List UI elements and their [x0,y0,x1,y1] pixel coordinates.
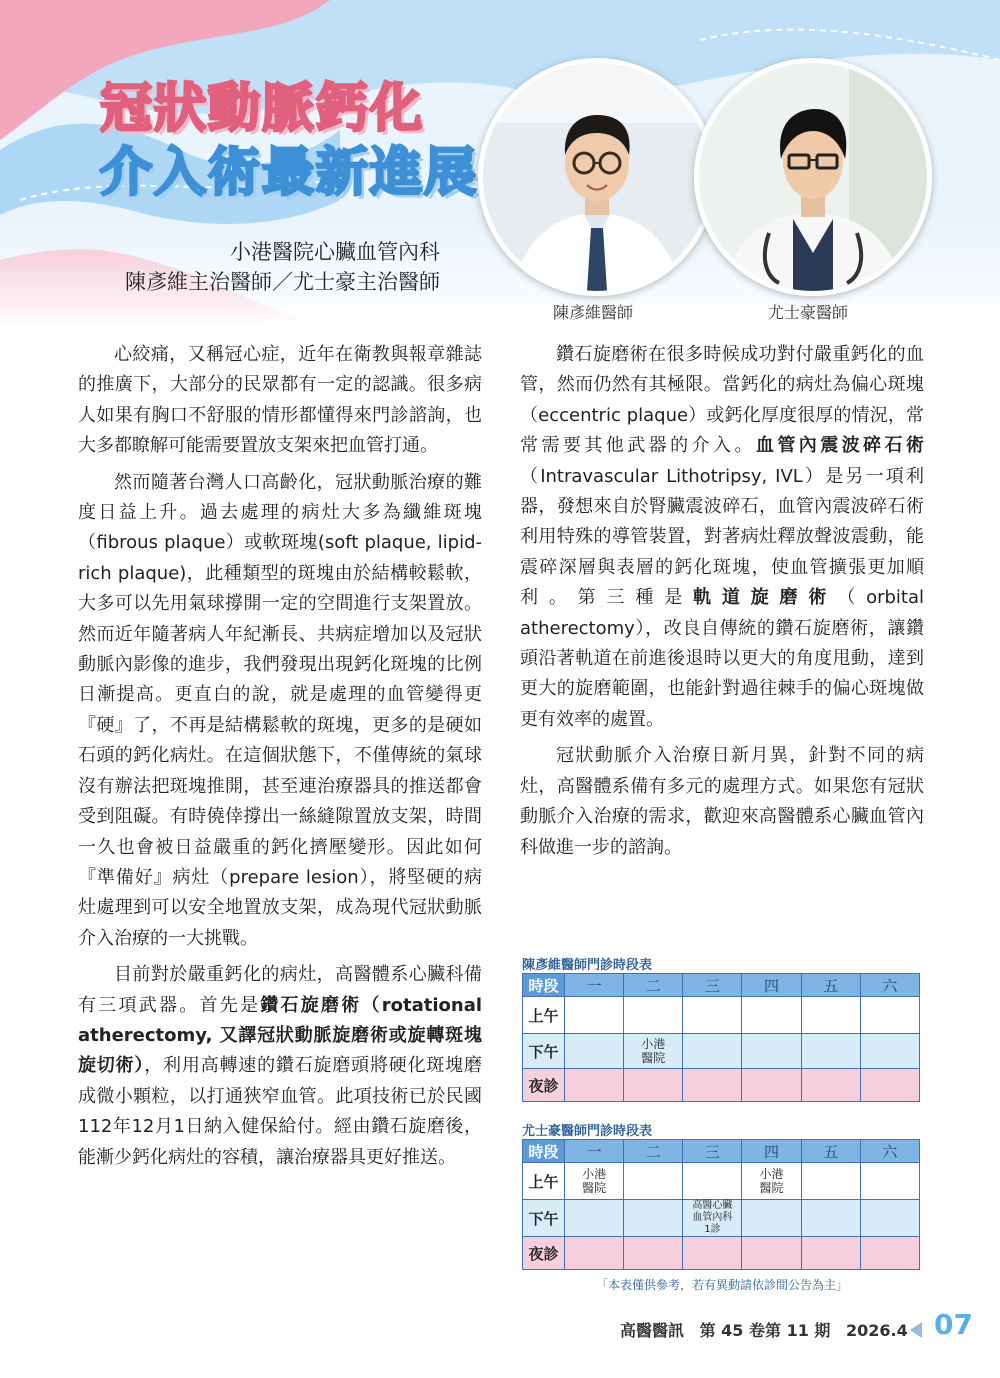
schedule-cell [565,1200,624,1237]
schedule2-header-cell: 二 [624,1140,683,1163]
rotational-atherectomy-term: 鑽石旋磨術（rotational atherectomy, 又譯冠狀動脈旋磨術或旋轉斑塊旋切術） [78,994,483,1077]
schedule-cell [742,1200,801,1237]
title-line-1: 冠狀動脈鈣化 [100,79,425,139]
schedule1-header-cell: 時段 [523,974,565,997]
schedule-cell [742,1069,801,1102]
doctor1-photo [478,58,716,296]
schedule-cell [801,1163,860,1200]
schedule-cell [683,1163,742,1200]
schedule-cell [683,1034,742,1069]
schedule1-row-evening [523,1069,920,1102]
schedule1-table [522,973,920,1102]
issue-date: 2026.4 [846,1321,908,1340]
schedule-cell [624,1237,683,1270]
weapons-text-c: ，利用高轉速的鑽石旋磨頭將硬化斑塊磨成微小顆粒，以打通狹窄血管。此項技術已於民國112年12月1日納入健保給付。經由鑽石旋磨後，能漸少鈣化病灶的容積，讓治療器具更好推送。 [78,1055,483,1168]
schedule-cell: 高醫心臟血管內科1診 [683,1200,742,1237]
paragraph-intro: 心絞痛，又稱冠心症，近年在衛教與報章雜誌的推廣下，大部分的民眾都有一定的認識。很多病人如果有胸口不舒服的情形都懂得來門診諮詢，也大多都瞭解可能需要置放支架來把血管打通。 [78,344,482,457]
byline-authors: 陳彥維主治醫師／尤士豪主治醫師 [125,270,440,294]
schedule-cell: 小港醫院 [624,1034,683,1069]
right-column [520,340,924,869]
left-column [78,340,482,1179]
schedule-cell [683,997,742,1034]
byline-department: 小港醫院心臟血管內科 [230,240,440,264]
schedule-cell: 小港醫院 [742,1163,801,1200]
schedule2-header-cell: 三 [683,1140,742,1163]
schedule-cell [683,1237,742,1270]
schedule-cell [801,1069,860,1102]
orbital-text-e: （orbital atherectomy），改良自傳統的鑽石旋磨術，讓鑽頭沿著軌道在前進後退時以更大的角度甩動，達到更大的旋磨範圍，也能針對過往棘手的偏心斑塊做更有效率的處置。 [520,587,925,730]
page-number: 07 [934,1308,973,1341]
schedule2-header-row [523,1140,920,1163]
schedule-cell [742,1034,801,1069]
schedule-note: 「本表僅供參考，若有異動請依診間公告為主」 [596,1278,849,1292]
row-label: 上午 [523,1163,565,1200]
schedule2-row-afternoon [523,1200,920,1237]
schedule1-header-cell: 二 [624,974,683,997]
row-label: 夜診 [523,1237,565,1270]
schedule1-header-row [523,974,920,997]
triangle-left-icon [910,1322,922,1338]
schedule-cell [565,997,624,1034]
schedule-cell [801,997,860,1034]
schedule-cell [742,997,801,1034]
schedule2-header-cell: 時段 [523,1140,565,1163]
schedule1-header-cell: 六 [860,974,919,997]
paragraph-ivl [520,340,924,735]
page-footer [620,1318,918,1341]
row-label: 夜診 [523,1069,565,1102]
schedule1-row-morning [523,997,920,1034]
schedule2-row-morning [523,1163,920,1200]
paragraph-challenge: 然而隨著台灣人口高齡化，冠狀動脈治療的難度日益上升。過去處理的病灶大多為纖維斑塊（fibrous plaque）或軟斑塊(soft plaque, lipid-rich plaque)，此種類型的斑塊由於結構較鬆軟，大多可以先用氣球撐開一定的空間進行支架置放。然而近年隨著病人年紀漸長、共病症增加以及冠狀動脈內影像的進步，我們發現出現鈣化斑塊的比例日漸提高。更直白的說，就是處理的血管變得更『硬』了，不再是結構鬆軟的斑塊，更多的是硬如石頭的鈣化病灶。在這個狀態下，不僅傳統的氣球沒有辦法把斑塊推開，甚至連治療器具的推送都會受到阻礙。有時僥倖撐出一絲縫隙置放支架，時間一久也會被日益嚴重的鈣化擠壓變形。因此如何『準備好』病灶（prepare lesion），將堅硬的病灶處理到可以安全地置放支架，成為現代冠狀動脈介入治療的一大挑戰。 [78,471,482,949]
row-label: 下午 [523,1200,565,1237]
schedule-cell [860,997,919,1034]
schedule-cell [860,1237,919,1270]
schedule2-header-cell: 一 [565,1140,624,1163]
schedule-cell: 小港醫院 [565,1163,624,1200]
schedule1-header-cell: 四 [742,974,801,997]
ivl-text-c: （Intravascular Lithotripsy, IVL）是另一項利器，發想來自於腎臟震波碎石，血管內震波碎石術利用特殊的導管裝置，對著病灶釋放聲波震動，能震碎深層與表層的鈣化斑塊，使血管擴張更加順利。第三種是 [520,465,924,609]
schedule-cell [565,1237,624,1270]
issue-number: 第 45 卷第 11 期 [699,1321,831,1340]
schedule-cell [860,1163,919,1200]
schedule-cell [624,1069,683,1102]
schedule2-header-cell: 六 [860,1140,919,1163]
schedule-cell [565,1034,624,1069]
doctor2-caption: 尤士豪醫師 [768,303,849,322]
schedule2-header-cell: 四 [742,1140,801,1163]
paragraph-weapons [78,960,482,1173]
journal-name: 高醫醫訊 [620,1321,685,1340]
paragraph-conclusion: 冠狀動脈介入治療日新月異，針對不同的病灶，高醫體系備有多元的處理方式。如果您有冠狀動脈介入治療的需求，歡迎來高醫體系心臟血管內科做進一步的諮詢。 [520,745,924,858]
schedule-cell [683,1069,742,1102]
doctor1-caption: 陳彥維醫師 [553,303,634,322]
schedule-cell [565,1069,624,1102]
schedule1-header-cell: 五 [801,974,860,997]
schedule2-title: 尤士豪醫師門診時段表 [522,1124,653,1139]
schedule-cell [801,1200,860,1237]
orbital-atherectomy-term: 軌道旋磨術 [693,587,838,609]
schedule-cell [801,1237,860,1270]
schedule1-header-cell: 三 [683,974,742,997]
schedule1-title: 陳彥維醫師門診時段表 [522,958,653,973]
schedule-cell [860,1069,919,1102]
schedule-cell [624,1163,683,1200]
row-label: 下午 [523,1034,565,1069]
schedule-cell [801,1034,860,1069]
schedule1-header-cell: 一 [565,974,624,997]
schedule-cell [860,1034,919,1069]
schedule1-row-afternoon [523,1034,920,1069]
doctor2-photo [694,58,932,296]
ivl-text-a: 鑽石旋磨術在很多時候成功對付嚴重鈣化的血管，然而仍然有其極限。當鈣化的病灶為偏心斑塊（eccentric plaque）或鈣化厚度很厚的情況，常常需要其他武器的介入。 [520,344,924,457]
schedule-cell [860,1200,919,1237]
row-label: 上午 [523,997,565,1034]
title-line-2: 介入術最新進展 [100,143,479,203]
ivl-term: 血管內震波碎石術 [755,435,925,457]
schedule2-table [522,1139,920,1270]
schedule-cell [624,1200,683,1237]
schedule2-header-cell: 五 [801,1140,860,1163]
schedule2-row-evening [523,1237,920,1270]
schedule-cell [742,1237,801,1270]
weapons-text-a: 目前對於嚴重鈣化的病灶，高醫體系心臟科備有三項武器。首先是 [78,964,482,1016]
schedule-cell [624,997,683,1034]
